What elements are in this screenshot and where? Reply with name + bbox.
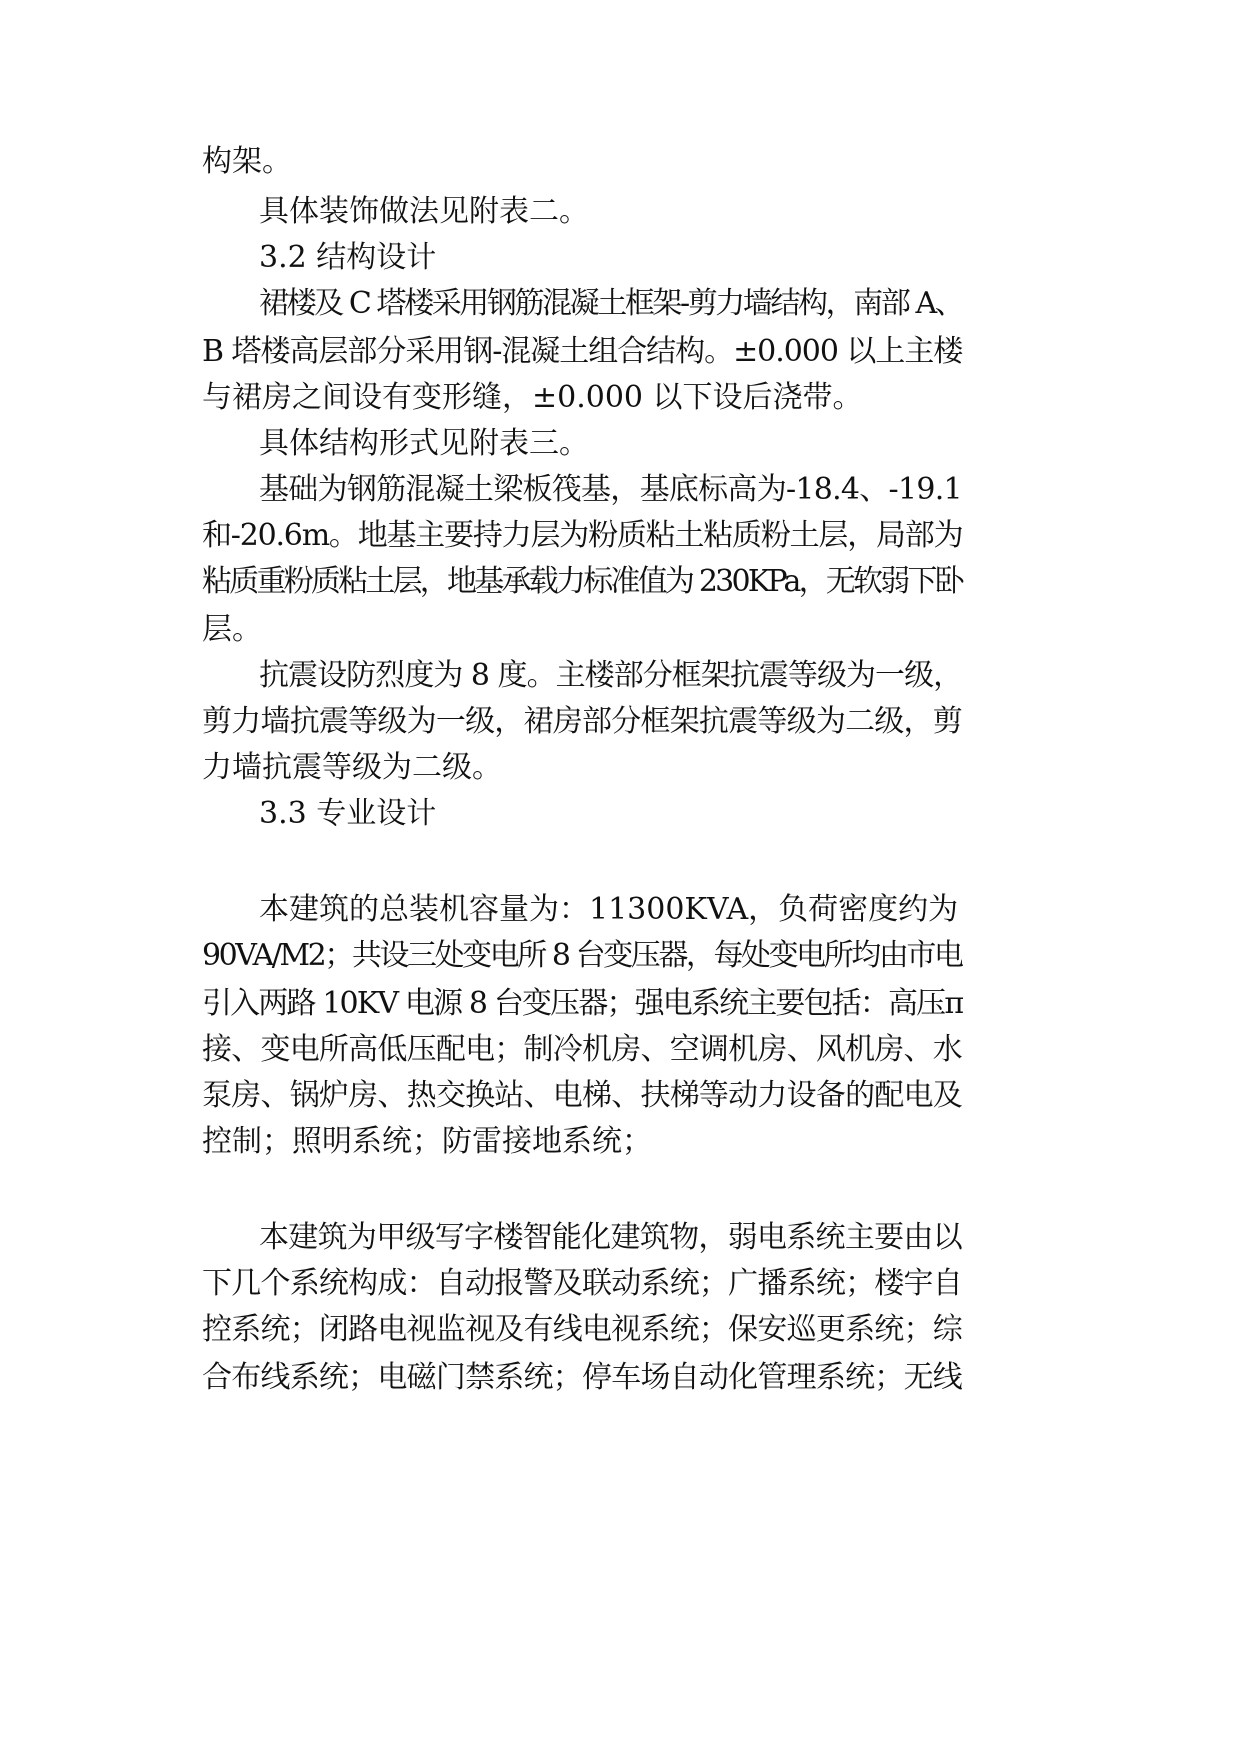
text-line: 层。 <box>202 612 262 647</box>
text-line: 下几个系统构成：自动报警及联动系统；广播系统；楼宇自 <box>202 1266 962 1301</box>
text-line: 接、变电所高低压配电；制冷机房、空调机房、风机房、水 <box>202 1032 962 1067</box>
text-line: 粘质重粉质粘土层，地基承载力标准值为 230KPa，无软弱下卧 <box>202 564 962 599</box>
text-line: 具体结构形式见附表三。 <box>259 426 589 461</box>
text-line: 本建筑的总装机容量为：11300KVA，负荷密度约为 <box>259 892 959 927</box>
text-line: 本建筑为甲级写字楼智能化建筑物，弱电系统主要由以 <box>259 1220 962 1255</box>
section-heading: 3.3 专业设计 <box>259 796 437 831</box>
text-line: 裙楼及 C 塔楼采用钢筋混凝土框架-剪力墙结构，南部 A、 <box>259 286 963 321</box>
text-line: B 塔楼高层部分采用钢-混凝土组合结构。±0.000 以上主楼 <box>202 334 963 369</box>
text-line: 泵房、锅炉房、热交换站、电梯、扶梯等动力设备的配电及 <box>202 1078 962 1113</box>
text-line: 合布线系统；电磁门禁系统；停车场自动化管理系统；无线 <box>202 1360 962 1395</box>
text-line: 90VA/M2；共设三处变电所 8 台变压器，每处变电所均由市电 <box>202 938 962 973</box>
text-line: 构架。 <box>202 144 292 179</box>
text-line: 引入两路 10KV 电源 8 台变压器；强电系统主要包括：高压π <box>202 986 963 1021</box>
text-line: 控系统；闭路电视监视及有线电视系统；保安巡更系统；综 <box>202 1312 962 1347</box>
text-line: 控制；照明系统；防雷接地系统； <box>202 1124 652 1159</box>
text-line: 和-20.6m。地基主要持力层为粉质粘土粘质粉土层，局部为 <box>202 518 963 553</box>
text-line: 剪力墙抗震等级为一级，裙房部分框架抗震等级为二级，剪 <box>202 704 962 739</box>
text-line: 基础为钢筋混凝土梁板筏基，基底标高为-18.4、-19.1 <box>259 472 962 507</box>
text-line: 与裙房之间设有变形缝，±0.000 以下设后浇带。 <box>202 380 863 415</box>
section-heading: 3.2 结构设计 <box>259 240 437 275</box>
text-line: 抗震设防烈度为 8 度。主楼部分框架抗震等级为一级， <box>259 658 963 693</box>
text-line: 力墙抗震等级为二级。 <box>202 750 502 785</box>
text-line: 具体装饰做法见附表二。 <box>259 194 589 229</box>
